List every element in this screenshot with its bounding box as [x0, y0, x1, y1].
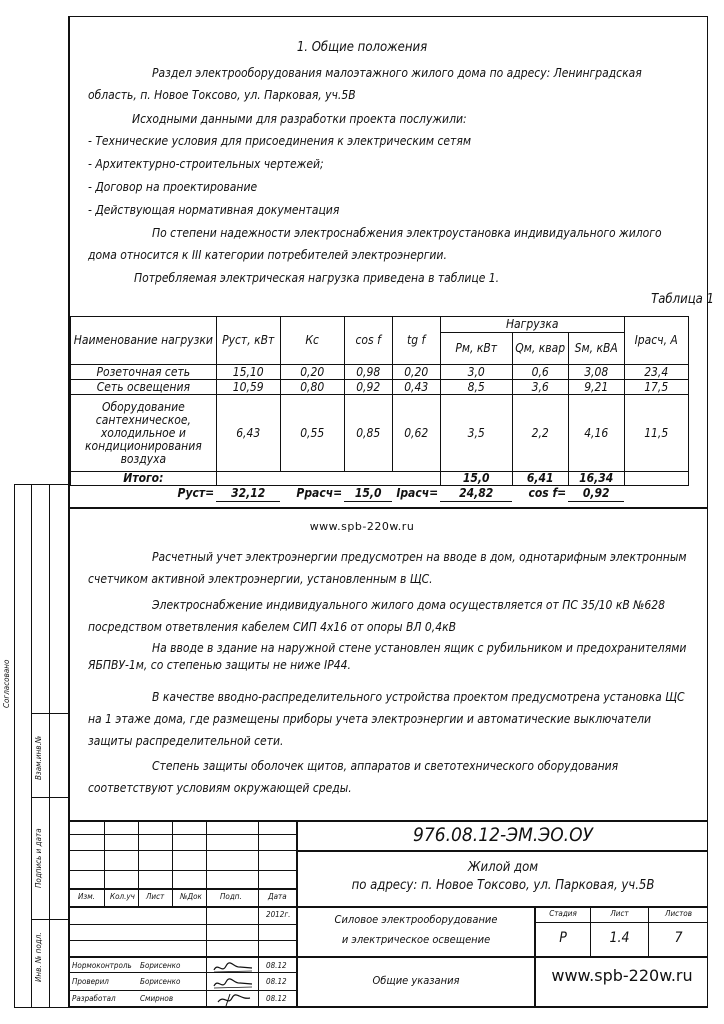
section-line-1: Силовое электрооборудование — [334, 913, 498, 926]
body-paragraph-6: Электроснабжение индивидуального жилого дома осуществляется от ПС 35/10 кВ №628 посредством ответвления кабелем СИП 4х16 от опоры ВЛ 0,4кВ — [88, 598, 666, 634]
summary-cos-value: 0,92 — [568, 486, 624, 502]
summary-prasch-value: 15,0 — [344, 486, 392, 502]
header-name: Наименование нагрузки — [71, 317, 217, 365]
row-tg: 0,20 — [392, 365, 440, 380]
header-kc: Кс — [280, 317, 344, 365]
row-pm: 3,5 — [440, 395, 512, 472]
body-paragraph-7: На вводе в здание на наружной стене установлен ящик с рубильником и предохранителями ЯБПВУ-1м, со степенью защиты не ниже IP44. — [88, 641, 687, 672]
summary-prasch-label: Ррасч= — [296, 486, 343, 501]
section-heading: 1. Общие положения — [296, 40, 428, 55]
tb-col-podp: Подп. — [220, 892, 242, 901]
bullet-1: - Технические условия для присоединения к электрическим сетям — [88, 134, 471, 148]
margin-vzam-inv: Взам.инв.№ — [34, 735, 43, 780]
header-tg: tg f — [392, 317, 440, 365]
row-ir: 11,5 — [624, 395, 688, 472]
header-pm: Рм, кВт — [440, 333, 512, 365]
signer-name: Борисенко — [140, 961, 181, 970]
header-cos: cos f — [344, 317, 392, 365]
tb-col-izm: Изм. — [78, 892, 95, 901]
signer-name: Борисенко — [140, 977, 181, 986]
row-sm: 4,16 — [568, 395, 624, 472]
row-name: Оборудование сантехническое, холодильное и кондиционирования воздуха — [71, 395, 217, 472]
bullet-4: - Действующая нормативная документация — [88, 203, 340, 217]
signer-role: Проверил — [72, 977, 109, 986]
object-line-2: по адресу: п. Новое Токсово, ул. Парковая, уч.5В — [351, 878, 655, 893]
watermark-url: www.spb-220w.ru — [309, 520, 415, 533]
bullet-2: - Архитектурно-строительных чертежей; — [88, 157, 324, 171]
object-line-1: Жилой дом — [467, 860, 539, 875]
row-pm: 3,0 — [440, 365, 512, 380]
row-pust: 6,43 — [216, 395, 280, 472]
doc-title: Общие указания — [372, 974, 460, 987]
total-qm: 6,41 — [512, 472, 568, 486]
total-label: Итого: — [71, 472, 217, 486]
tb-year: 2012г. — [266, 910, 291, 919]
intro-paragraph-4: Потребляемая электрическая нагрузка приведена в таблице 1. — [134, 271, 500, 285]
margin-podpis-data: Подпись и дата — [34, 828, 43, 888]
tb-col-list: Лист — [146, 892, 165, 901]
table-row — [71, 365, 689, 380]
margin-inv-podl: Инв. № подл. — [34, 932, 43, 982]
total-pm: 15,0 — [440, 472, 512, 486]
header-load-group: Нагрузка — [440, 317, 624, 333]
body-paragraph-8: В качестве вводно-распределительного устройства проектом предусмотрена установка ЩС на 1 этаже дома, где размещены приборы учета электроэнергии и автоматические выключатели защиты распределительной сети. — [88, 690, 685, 748]
signer-role: Разработал — [72, 994, 116, 1003]
row-tg: 0,43 — [392, 380, 440, 395]
intro-paragraph-2: Исходными данными для разработки проекта послужили: — [132, 112, 467, 126]
section-line-2: и электрическое освещение — [341, 933, 491, 946]
row-kc: 0,20 — [280, 365, 344, 380]
row-sm: 3,08 — [568, 365, 624, 380]
signer-date: 08.12 — [266, 977, 287, 986]
row-cos: 0,92 — [344, 380, 392, 395]
row-ir: 17,5 — [624, 380, 688, 395]
header-qm: Qм, квар — [512, 333, 568, 365]
row-pm: 8,5 — [440, 380, 512, 395]
stage-value: Р — [559, 930, 567, 946]
table-row — [71, 395, 689, 472]
row-qm: 0,6 — [512, 365, 568, 380]
row-kc: 0,55 — [280, 395, 344, 472]
stage-label: Стадия — [549, 909, 577, 918]
row-kc: 0,80 — [280, 380, 344, 395]
signer-date: 08.12 — [266, 994, 287, 1003]
row-name: Розеточная сеть — [71, 365, 217, 380]
row-name: Сеть освещения — [71, 380, 217, 395]
signer-name: Смирнов — [140, 994, 174, 1003]
summary-row — [71, 486, 689, 502]
doc-code: 976.08.12-ЭМ.ЭО.ОУ — [413, 824, 593, 846]
total-sm: 16,34 — [568, 472, 624, 486]
signer-date: 08.12 — [266, 961, 287, 970]
row-cos: 0,98 — [344, 365, 392, 380]
row-tg: 0,62 — [392, 395, 440, 472]
header-sm: Sм, кВА — [568, 333, 624, 365]
row-sm: 9,21 — [568, 380, 624, 395]
total-row — [71, 472, 689, 486]
body-paragraph-5: Расчетный учет электроэнергии предусмотрен на вводе в дом, однотарифным электронным счетчиком активной электроэнергии, установленным в ЩС. — [88, 550, 687, 586]
summary-irasch-label: Iрасч= — [396, 486, 439, 501]
tb-col-ndok: №Док — [180, 892, 202, 901]
summary-pust-value: 32,12 — [216, 486, 280, 502]
table-divider-line — [70, 507, 708, 509]
row-qm: 3,6 — [512, 380, 568, 395]
summary-cos-label: cos f= — [528, 486, 567, 501]
row-qm: 2,2 — [512, 395, 568, 472]
signer-role: Нормоконтроль — [72, 961, 132, 970]
site-url: www.spb-220w.ru — [551, 966, 693, 985]
bullet-3: - Договор на проектирование — [88, 180, 258, 194]
table-caption: Таблица 1 — [651, 292, 714, 307]
row-cos: 0,85 — [344, 395, 392, 472]
sheet-value: 1.4 — [609, 930, 630, 946]
tb-col-koluch: Кол.уч — [110, 892, 135, 901]
table-row — [71, 380, 689, 395]
intro-paragraph-1: Раздел электрооборудования малоэтажного жилого дома по адресу: Ленинградская область, п. Новое Токсово, ул. Парковая, уч.5В — [88, 66, 642, 102]
summary-pust-label: Руст= — [177, 486, 215, 501]
margin-soglasovano: Согласовано — [2, 659, 11, 708]
header-pust: Руст, кВт — [216, 317, 280, 365]
row-pust: 15,10 — [216, 365, 280, 380]
header-ir: Iрасч, А — [624, 317, 688, 365]
sheet-label: Лист — [610, 909, 629, 918]
title-block — [70, 820, 708, 1008]
sheets-label: Листов — [665, 909, 692, 918]
tb-col-data: Дата — [268, 892, 287, 901]
row-pust: 10,59 — [216, 380, 280, 395]
sheets-value: 7 — [674, 930, 683, 946]
body-paragraph-9: Степень защиты оболочек щитов, аппаратов и светотехнического оборудования соответствуют условиям окружающей среды. — [88, 759, 619, 795]
signatures — [210, 958, 256, 1008]
intro-paragraph-3: По степени надежности электроснабжения электроустановка индивидуального жилого дома относится к III категории потребителей электроэнергии. — [88, 226, 662, 262]
row-ir: 23,4 — [624, 365, 688, 380]
summary-irasch-value: 24,82 — [440, 486, 512, 502]
load-table — [70, 316, 689, 502]
